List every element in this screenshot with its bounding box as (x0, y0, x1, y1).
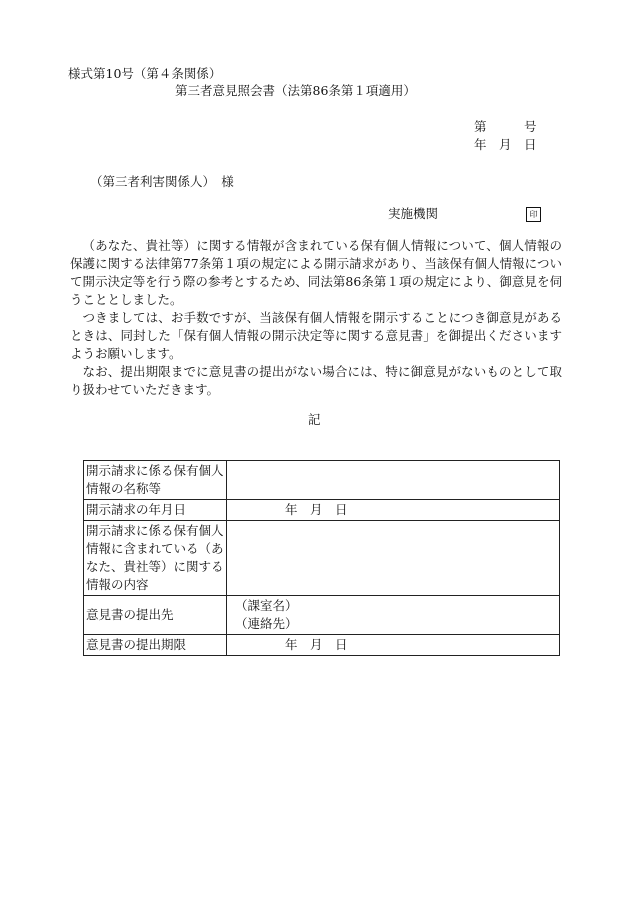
document-date-line: 年 月 日 (474, 137, 537, 152)
issuer-label: 実施機関 (388, 206, 439, 221)
table-row (84, 521, 560, 596)
body-paragraph: つきましては、お手数ですが、当該保有個人情報を開示することにつき御意見があるときは、同封した「保有個人情報の開示決定等に関する意見書」を御提出くださいますようお願いします。 (70, 310, 562, 361)
form-number: 様式第10号（第４条関係） (68, 66, 222, 81)
body-paragraph: なお、提出期限までに意見書の提出がない場合には、特に御意見がないものとして取り扱わせていただきます。 (70, 364, 562, 397)
row-value (227, 461, 560, 500)
row-value: 年 月 日 (227, 635, 560, 656)
row-value: 年 月 日 (227, 500, 560, 521)
row-label: 意見書の提出先 (84, 596, 227, 635)
table-row (84, 461, 560, 500)
dept-name-line: （課室名） (235, 598, 298, 613)
body-text (70, 237, 562, 399)
seal-mark: 印 (526, 207, 541, 222)
table-row (84, 500, 560, 521)
contact-line: （連絡先） (235, 616, 298, 631)
ki-heading: 記 (308, 412, 321, 427)
row-label: 開示請求に係る保有個人情報に含まれている（あなた、貴社等）に関する情報の内容 (84, 521, 227, 596)
table-row (84, 635, 560, 656)
issuer (388, 204, 541, 222)
body-paragraph: （あなた、貴社等）に関する情報が含まれている保有個人情報について、個人情報の保護に関する法律第77条第１項の規定による開示請求があり、当該保有個人情報について開示決定等を行う際の参考とするため、同法第86条第１項の規定により、御意見を伺うこととしました。 (70, 238, 562, 307)
document-number-line: 第 号 (474, 119, 537, 134)
addressee: （第三者利害関係人） 様 (90, 174, 234, 189)
document-title: 第三者意見照会書（法第86条第１項適用） (175, 83, 416, 98)
row-label: 開示請求に係る保有個人情報の名称等 (84, 461, 227, 500)
row-value (227, 596, 560, 635)
row-label: 開示請求の年月日 (84, 500, 227, 521)
table-row (84, 596, 560, 635)
row-label: 意見書の提出期限 (84, 635, 227, 656)
info-table (83, 460, 560, 656)
row-value (227, 521, 560, 596)
